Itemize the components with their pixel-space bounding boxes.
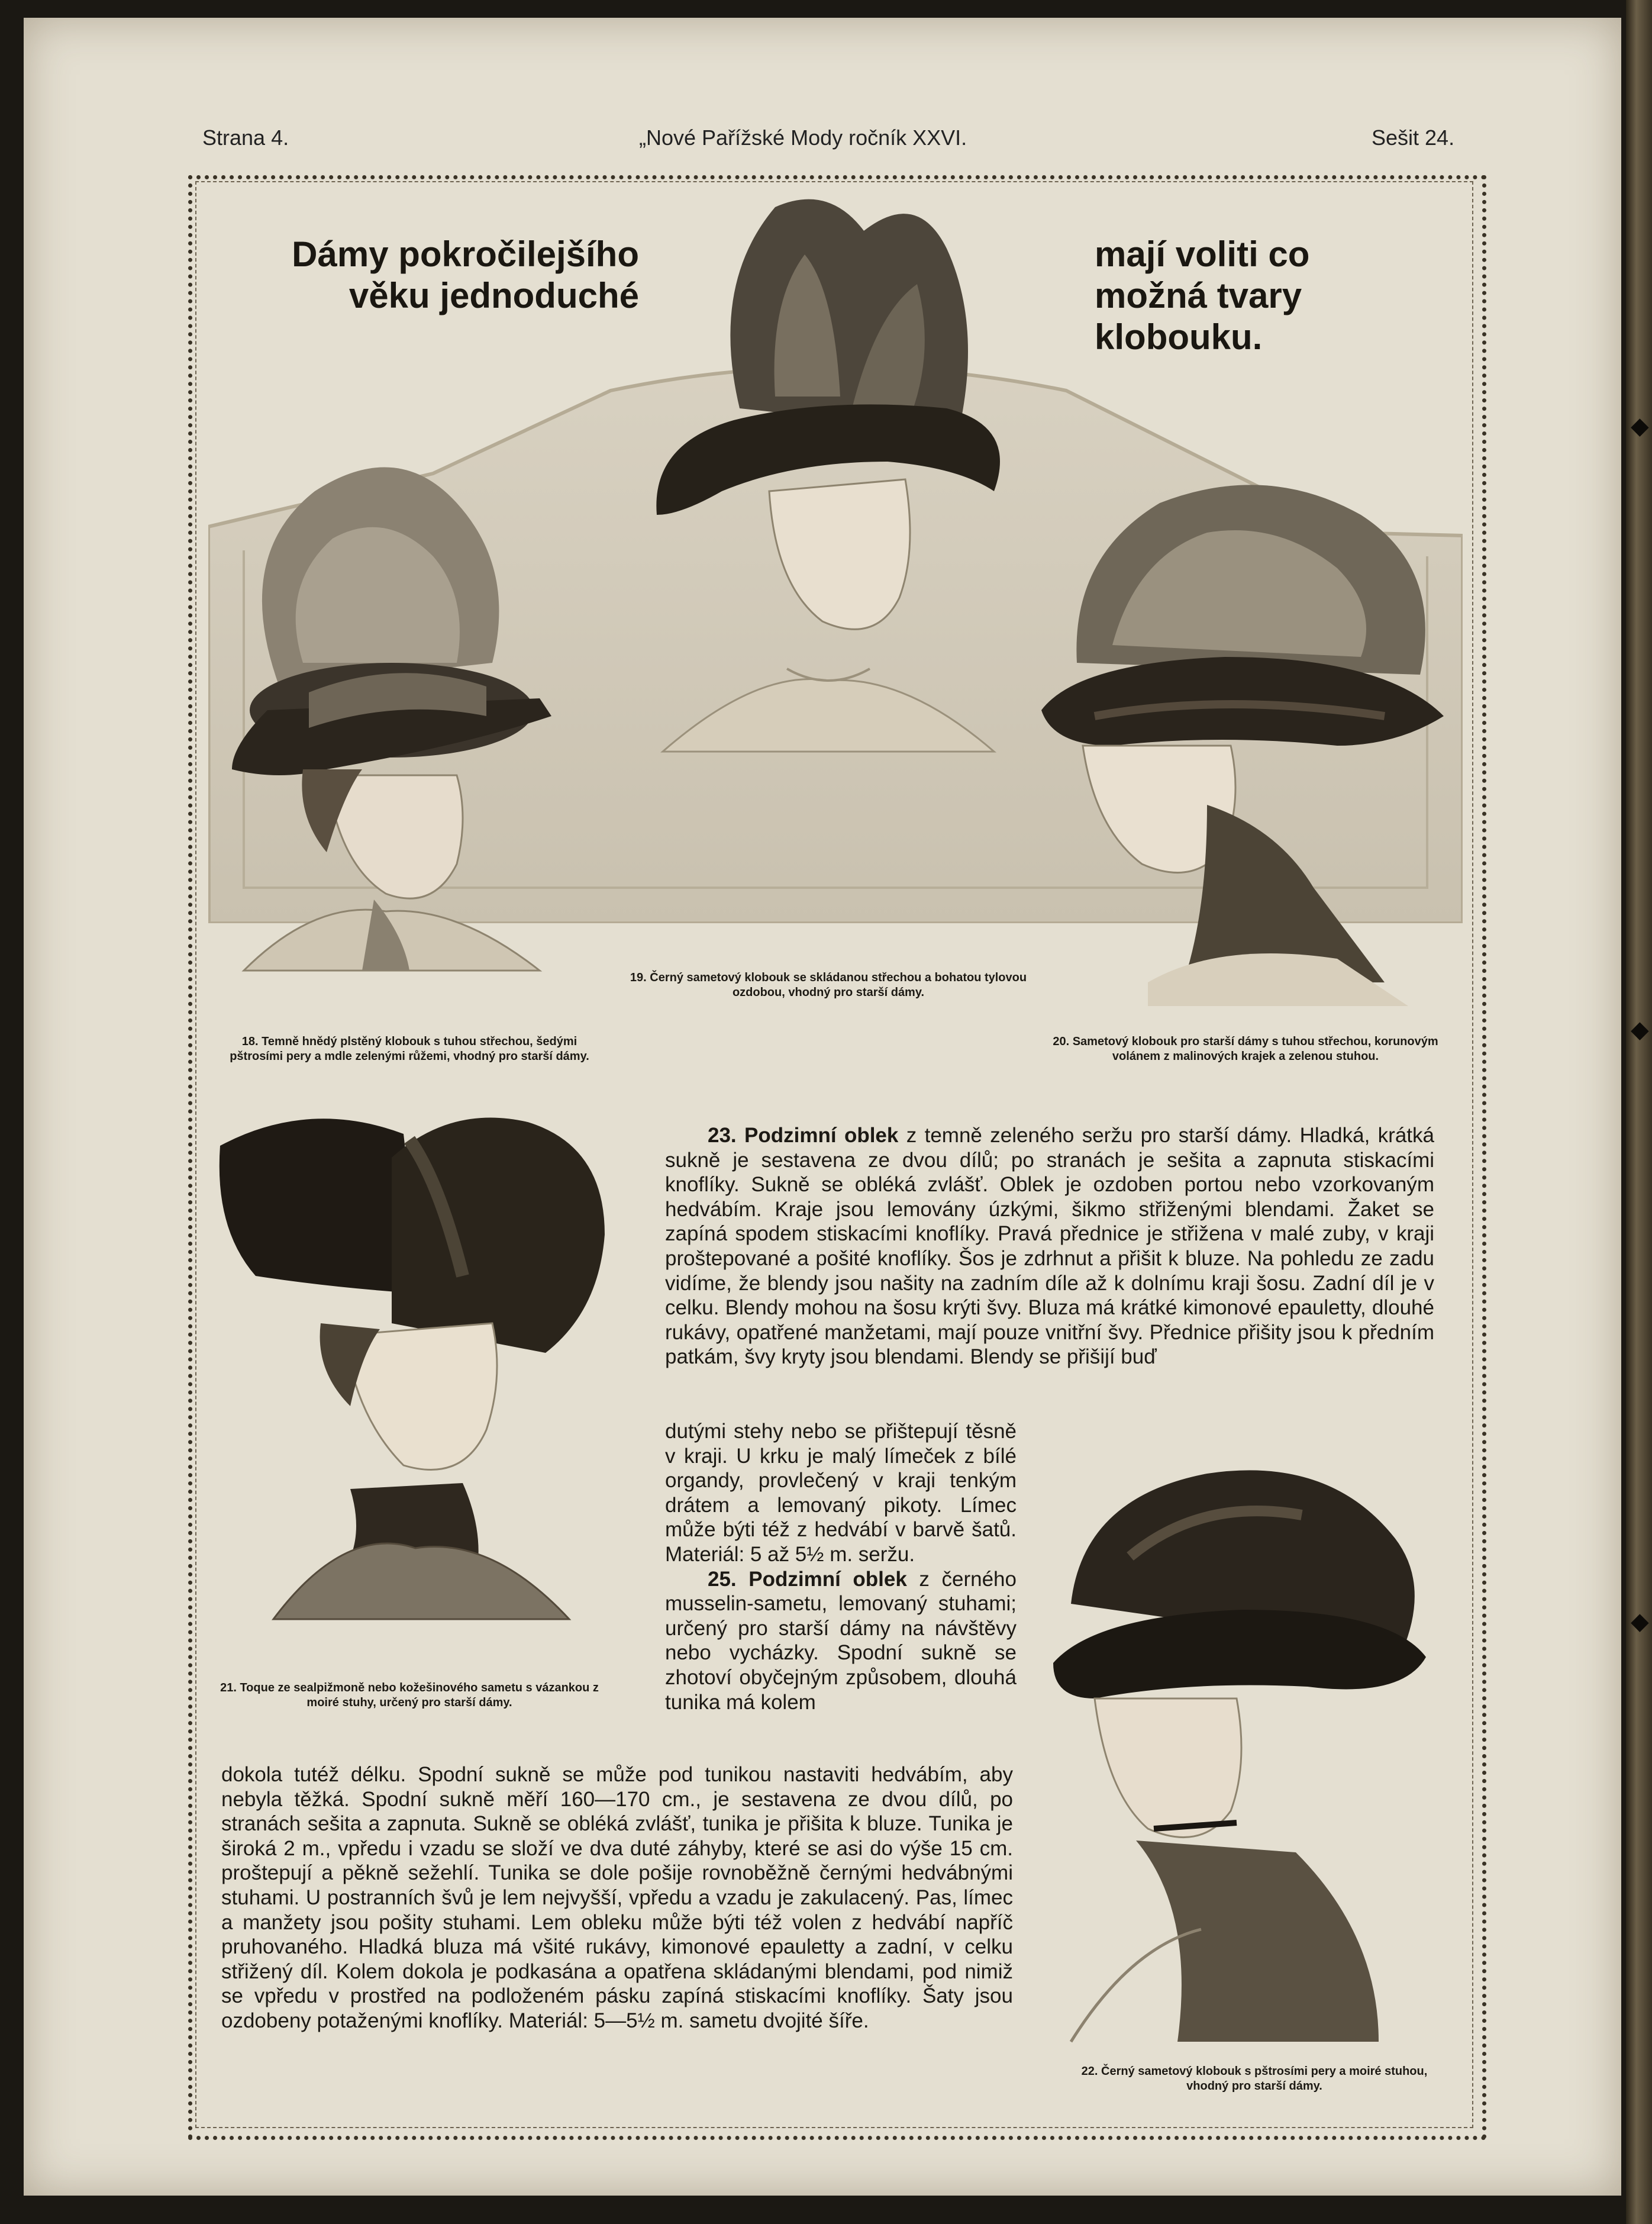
article-25-bottom bbox=[221, 1762, 1013, 2033]
caption-18: 18. Temně hnědý plstěný klobouk s tuhou střechou, šedými pštrosími pery a mdle zelenými růžemi, vhodný pro starší dámy. bbox=[230, 1035, 589, 1063]
article-23-continued: dutými stehy nebo se přištepují těsně v kraji. U krku je malý límeček z bílé organdy, provlečený v kraji tenkým drátem a lemovaný pikoty. Límec může býti též z hedvábí v barvě šatů. Materiál: 5 až 5½ m. seržu. bbox=[665, 1420, 1017, 1566]
page-number: Strana 4. bbox=[202, 125, 289, 150]
headline-right: mají voliti co možná tvary klobouku. bbox=[1095, 234, 1310, 357]
hat-illustration-18 bbox=[208, 438, 622, 1018]
article-25-number: 25. bbox=[708, 1567, 737, 1591]
diamond-icon: ◆ bbox=[1631, 412, 1649, 440]
diamond-icon: ◆ bbox=[1631, 1608, 1649, 1635]
article-23-number: 23. bbox=[708, 1124, 737, 1147]
hat-illustration-22 bbox=[1047, 1462, 1438, 2054]
hat-illustration-19 bbox=[639, 183, 1018, 799]
caption-22: 22. Černý sametový klobouk s pštrosími pery a moiré stuhou, vhodný pro starší dámy. bbox=[1081, 2065, 1428, 2093]
article-23-top bbox=[665, 1123, 1434, 1369]
article-25-body-start: z černého musselin-sametu, lemovaný stuhami; určený pro starší dámy na návštěvy nebo vycházky. Spodní sukně se zhotoví obyčejným způsobem, dlouhá tunika má kolem bbox=[665, 1567, 1017, 1714]
article-narrow-column bbox=[665, 1419, 1017, 1714]
hat-illustration-20 bbox=[1030, 438, 1456, 1018]
magazine-title: „Nové Pařížské Mody ročník XXVI. bbox=[639, 125, 967, 150]
caption-20: 20. Sametový klobouk pro starší dámy s tuhou střechou, korunovým volánem z malinových krajek a zelenou stuhou. bbox=[1053, 1035, 1438, 1063]
hat-illustration-21 bbox=[214, 1098, 617, 1643]
diamond-icon: ◆ bbox=[1631, 1016, 1649, 1043]
headline-left: Dámy pokročilejšího věku jednoduché bbox=[292, 234, 639, 315]
article-25-title: Podzimní oblek bbox=[748, 1567, 907, 1591]
binding-edge bbox=[1626, 0, 1652, 2224]
article-23-body: z temně zeleného seržu pro starší dámy. Hladká, krátká sukně je sestavena ze dvou dílů; po stranách je sešita a zapnuta stiskacími knoflíky. Sukně se obléká zvlášť. Oblek je ozdoben portou nebo vzorkovaným hedvábím. Kraje jsou lemovány úzkými, šikmo střiženými blendami. Žaket se zapíná spodem stiskacími knoflíky. Pravá přednice je střižena v malé zuby, v kraji proštepované a pošité knoflíky. Šos je zdrhnut a přišit k bluze. Na pohledu ze zadu vidíme, že blendy jsou našity na zadním díle až k dolnímu kraji šosu. Zadní díl je v celku. Blendy mohou na šosu krýti švy. Bluza má krátké kimonové epauletty, dlouhé rukávy, opatřené manžetami, mají pouze vnitřní švy. Přednice přišity jsou k předním patkám, švy kryty jsou blendami. Blendy se přišijí buď bbox=[665, 1124, 1434, 1369]
article-25-body-continued: dokola tutéž délku. Spodní sukně se může pod tunikou nastaviti hedvábím, aby nebyla těžká. Spodní sukně měří 160—170 cm., je sestavena ze dvou dílů, po stranách sešita a zapnuta. Sukně se obléká zvlášť, tunika je přišita k bluze. Tunika je široká 2 m., vpředu i vzadu se složí ve dva duté záhyby, které se asi do výše 15 cm. proštepují a pěkně sežehlí. Tunika se dole pošije rovnoběžně černými hedvábnými stuhami. U postranních švů je lem nejvyšší, vpředu a vzadu je zakulacený. Pas, límec a manžety jsou pošity stuhami. Lem obleku může býti též volen z hedvábí napříč pruhovaného. Hladká bluza má všité rukávy, kimonové epauletty a zadní, v celku střižený díl. Kolem dokola je podkasána a opatřena skládanými blendami, pod nimiž se vpředu v prostřed na podloženém pásku zapíná stiskacími knoflíky. Šaty jsou ozdobeny potaženými knoflíky. Materiál: 5—5½ m. sametu dvojité šíře. bbox=[221, 1763, 1013, 2032]
article-23-title: Podzimní oblek bbox=[744, 1124, 899, 1147]
issue-number: Sešit 24. bbox=[1372, 125, 1455, 150]
caption-21: 21. Toque ze sealpižmoně nebo kožešinového sametu s vázankou z moiré stuhy, určený pro starší dámy. bbox=[220, 1681, 599, 1709]
caption-19: 19. Černý sametový klobouk se skládanou střechou a bohatou tylovou ozdobou, vhodný pro starší dámy. bbox=[630, 971, 1027, 999]
